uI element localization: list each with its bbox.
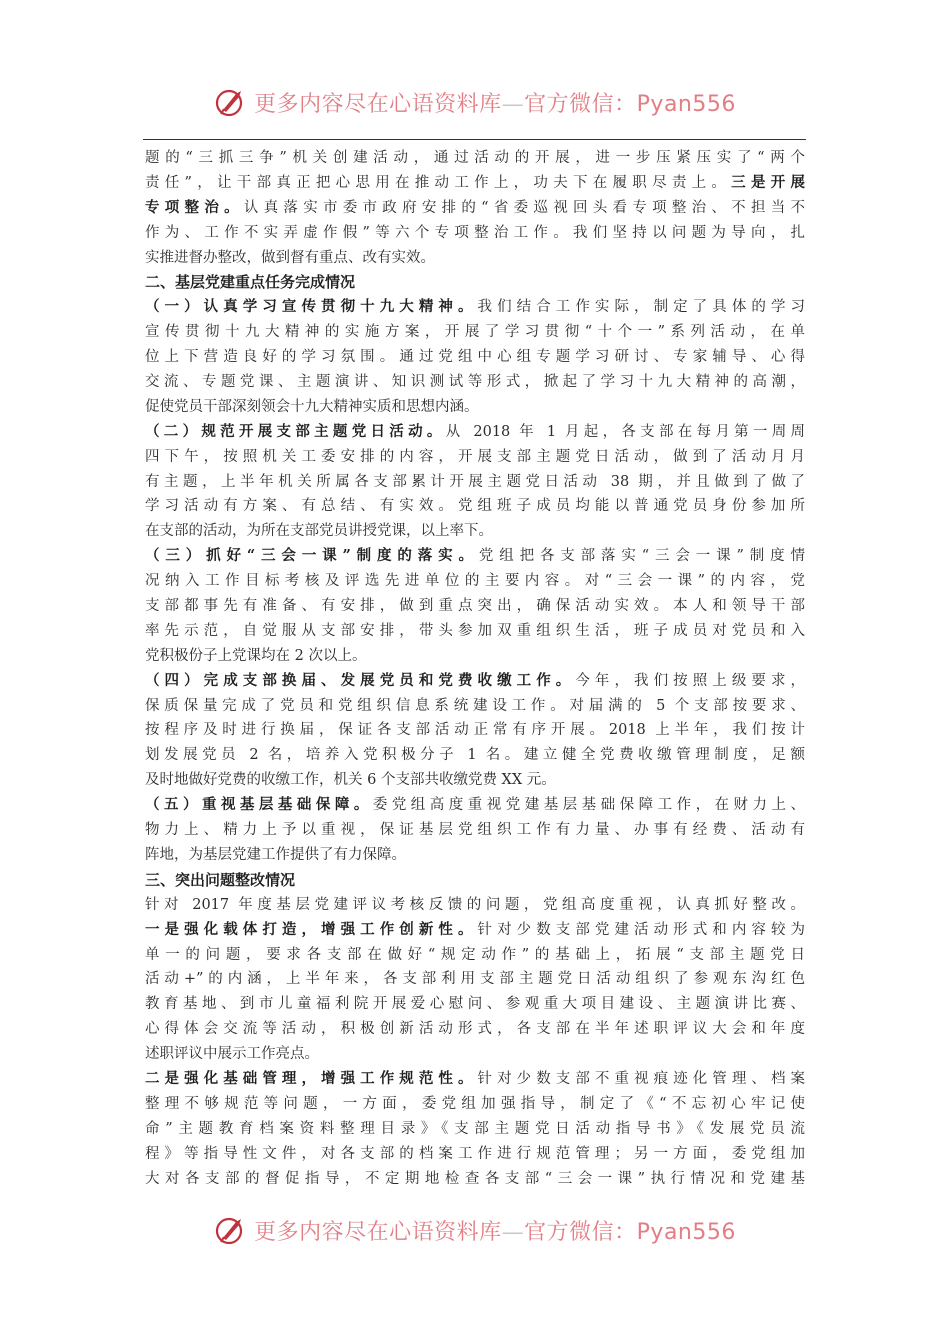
- bold-text: （五）重视基层基础保障。: [145, 796, 373, 814]
- text-line: [145, 1017, 805, 1042]
- banner-text: 更多内容尽在心语资料库—官方微信：Pyan556: [254, 1219, 736, 1245]
- text-line: [145, 196, 805, 221]
- text-line: [145, 395, 805, 420]
- text-run: 保质保量完成了党员和党组织信息系统建设工作。对届满的 5 个支部按要求、: [145, 697, 805, 714]
- text-run: 单一的问题，要求各支部在做好“规定动作”的基础上，拓展“支部主题党日: [145, 946, 805, 963]
- text-run: 程》等指导性文件，对各支部的档案工作进行规范管理；另一方面，委党组加: [145, 1145, 805, 1162]
- text-run: 命”主题教育档案资料整理目录》《支部主题党日活动指导书》《发展党员流: [145, 1120, 805, 1137]
- paragraph: [145, 420, 805, 544]
- text-line: [145, 619, 805, 644]
- text-line: [145, 370, 805, 395]
- banner-text: 更多内容尽在心语资料库—官方微信：Pyan556: [254, 91, 736, 117]
- text-run: 作为、工作不实弄虚作假”等六个专项整治工作。我们坚持以问题为导向，扎: [145, 224, 805, 241]
- text-line: [145, 420, 805, 445]
- text-run: 党积极份子上党课均在 2 次以上。: [145, 647, 367, 664]
- header-banner: [0, 80, 950, 124]
- text-line: [145, 270, 805, 295]
- text-run: 心得体会交流等活动，积极创新活动形式，各支部在半年述职评议大会和年度: [145, 1021, 805, 1038]
- text-run: 学习活动有方案、有总结、有实效。党组班子成员均能以普通党员身份参加所: [145, 498, 805, 515]
- text-line: [145, 171, 805, 196]
- text-run: 今年，我们按照上级要求，: [575, 672, 805, 689]
- paragraph: [145, 295, 805, 419]
- text-run: 划发展党员 2 名，培养入党积极分子 1 名。建立健全党费收缴管理制度，足额: [145, 747, 805, 764]
- text-line: [145, 1042, 805, 1067]
- text-line: [145, 1117, 805, 1142]
- text-run: 责任”，让干部真正把心思用在推动工作上，功夫下在履职尽责上。: [145, 174, 732, 191]
- text-run: 教育基地、到市儿童福利院开展爱心慰问、参观重大项目建设、主题演讲比赛、: [145, 996, 805, 1013]
- text-run: 交流、专题党课、主题演讲、知识测试等形式，掀起了学习十九大精神的高潮，: [145, 374, 805, 391]
- text-line: [145, 295, 805, 320]
- text-line: [145, 345, 805, 370]
- text-line: [145, 246, 805, 271]
- text-run: 促使党员干部深刻领会十九大精神实质和思想内涵。: [145, 398, 479, 415]
- text-run: 党组把各支部落实“三会一课”制度情: [478, 548, 805, 565]
- bold-text: 二、基层党建重点任务完成情况: [145, 273, 356, 292]
- footer-banner: [0, 1208, 950, 1252]
- text-run: 按程序及时进行换届，保证各支部活动正常有序开展。2018 上半年，我们按计: [145, 722, 805, 739]
- text-line: [145, 918, 805, 943]
- text-run: 题的“三抓三争”机关创建活动，通过活动的开展，进一步压紧压实了“两个: [145, 150, 805, 166]
- text-line: [145, 1092, 805, 1117]
- text-run: 支部都事先有准备、有安排，做到重点突出，确保活动实效。本人和领导干部: [145, 598, 805, 615]
- text-line: [145, 818, 805, 843]
- text-run: 认真落实市委市政府安排的“省委巡视回头看专项整治、不担当不: [243, 199, 805, 216]
- text-line: [145, 1142, 805, 1167]
- text-line: [145, 1167, 805, 1192]
- section-heading: [145, 270, 805, 295]
- bold-text: （三）抓好“三会一课”制度的落实。: [145, 547, 479, 565]
- pen-nib-logo-icon: [214, 1213, 248, 1247]
- text-run: 况纳入工作目标考核及评选先进单位的主要内容。对“三会一课”的内容，党: [145, 573, 805, 590]
- text-line: [145, 768, 805, 793]
- text-run: 四下午，按照机关工委安排的内容，开展支部主题党日活动，做到了活动月月: [145, 448, 805, 465]
- text-run: 大对各支部的督促指导，不定期地检查各支部“三会一课”执行情况和党建基: [145, 1170, 805, 1187]
- text-run: 针对 2017 年度基层党建评议考核反馈的问题，党组高度重视，认真抓好整改。: [145, 896, 805, 913]
- text-line: [145, 694, 805, 719]
- text-line: [145, 544, 805, 569]
- text-line: [145, 992, 805, 1017]
- text-run: 委党组高度重视党建基层基础保障工作，在财力上、: [372, 797, 805, 814]
- text-run: 我们结合工作实际，制定了具体的学习: [477, 299, 805, 316]
- text-run: 率先示范，自觉服从支部安排，带头参加双重组织生活，班子成员对党员和入: [145, 622, 805, 639]
- text-run: 位上下营造良好的学习氛围。通过党组中心组专题学习研讨、专家辅导、心得: [145, 349, 805, 366]
- text-line: [145, 494, 805, 519]
- text-run: 从 2018 年 1 月起，各支部在每月第一周周: [445, 423, 805, 440]
- text-line: [145, 843, 805, 868]
- bold-text: 三是开展: [731, 173, 805, 191]
- text-line: [145, 793, 805, 818]
- text-line: [145, 868, 805, 893]
- bold-text: 二是强化基础管理，增强工作规范性。: [145, 1069, 478, 1087]
- paragraph: [145, 793, 805, 868]
- text-line: [145, 569, 805, 594]
- paragraph: [145, 1067, 805, 1191]
- bold-text: 一是强化载体打造，增强工作创新性。: [145, 920, 478, 938]
- bold-text: （二）规范开展支部主题党日活动。: [145, 422, 446, 440]
- document-body: [145, 146, 805, 1191]
- paragraph: [145, 893, 805, 1067]
- text-line: [145, 718, 805, 743]
- text-run: 在支部的活动，为所在支部党员讲授党课，以上率下。: [145, 523, 493, 540]
- bold-text: 专项整治。: [145, 198, 244, 216]
- section-heading: [145, 868, 805, 893]
- text-run: 有主题，上半年机关所属各支部累计开展主题党日活动 38 期，并且做到了做了: [145, 473, 805, 490]
- text-line: [145, 893, 805, 918]
- bold-text: （四）完成支部换届、发展党员和党费收缴工作。: [145, 671, 576, 689]
- text-line: [145, 470, 805, 495]
- text-run: 宣传贯彻十九大精神的实施方案，开展了学习贯彻“十个一”系列活动，在单: [145, 324, 805, 341]
- text-line: [145, 146, 805, 171]
- paragraph: [145, 544, 805, 668]
- text-run: 实推进督办整改，做到督有重点、改有实效。: [145, 249, 435, 266]
- paragraph: [145, 146, 805, 270]
- text-line: [145, 967, 805, 992]
- bold-text: （一）认真学习宣传贯彻十九大精神。: [145, 298, 478, 316]
- text-line: [145, 1067, 805, 1092]
- text-run: 整理不够规范等问题，一方面，委党组加强指导，制定了《“不忘初心牢记使: [145, 1095, 805, 1112]
- bold-text: 三、突出问题整改情况: [145, 870, 296, 889]
- text-run: 述职评议中展示工作亮点。: [145, 1046, 319, 1063]
- text-line: [145, 445, 805, 470]
- text-run: 活动+”的内涵，上半年来，各支部利用支部主题党日活动组织了参观东沟红色: [145, 971, 805, 988]
- text-run: 物力上、精力上予以重视，保证基层党组织工作有力量、办事有经费、活动有: [145, 822, 805, 839]
- header-divider: [143, 139, 806, 140]
- text-line: [145, 221, 805, 246]
- text-line: [145, 644, 805, 669]
- pen-nib-logo-icon: [214, 85, 248, 119]
- text-line: [145, 594, 805, 619]
- paragraph: [145, 669, 805, 793]
- text-line: [145, 320, 805, 345]
- text-run: 及时地做好党费的收缴工作，机关 6 个支部共收缴党费 XX 元。: [145, 772, 556, 789]
- text-run: 针对少数支部党建活动形式和内容较为: [477, 921, 805, 938]
- text-line: [145, 669, 805, 694]
- text-line: [145, 943, 805, 968]
- text-line: [145, 519, 805, 544]
- text-run: 阵地，为基层党建工作提供了有力保障。: [145, 846, 406, 863]
- text-run: 针对少数支部不重视痕迹化管理、档案: [477, 1070, 805, 1087]
- text-line: [145, 743, 805, 768]
